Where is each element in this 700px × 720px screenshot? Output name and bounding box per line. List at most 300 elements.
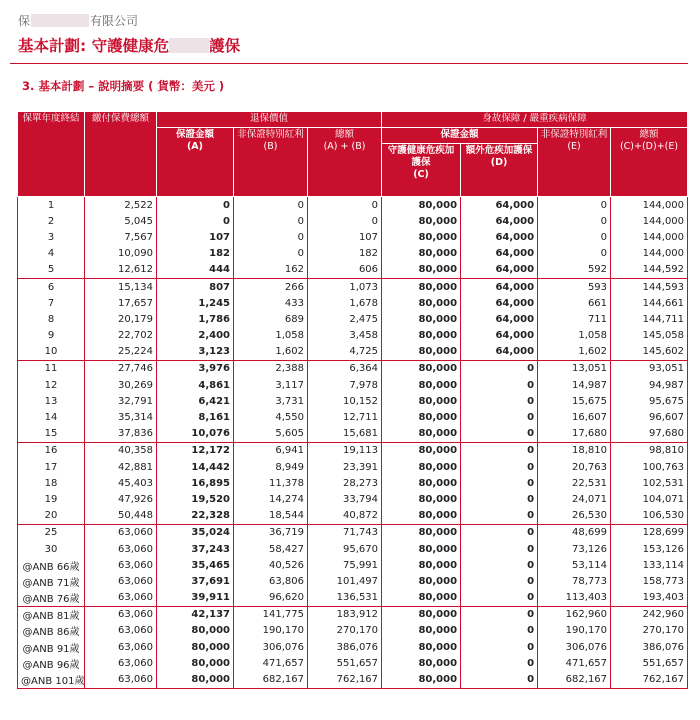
table-row xyxy=(18,246,688,262)
cell-db-total: 95,675 xyxy=(611,393,688,409)
cell-year: 30 xyxy=(18,541,85,557)
cell-sv-bonus: 6,941 xyxy=(234,442,308,459)
cell-year: 2 xyxy=(18,213,85,229)
cell-db-ci: 80,000 xyxy=(382,344,461,361)
cell-year: 16 xyxy=(18,442,85,459)
table-row xyxy=(18,475,688,491)
cell-db-total: 102,531 xyxy=(611,475,688,491)
cell-year: 19 xyxy=(18,491,85,507)
cell-db-bonus: 162,960 xyxy=(538,606,611,623)
cell-premium: 10,090 xyxy=(85,246,157,262)
cell-year: 9 xyxy=(18,328,85,344)
table-row xyxy=(18,573,688,589)
cell-sv-total: 95,670 xyxy=(308,541,382,557)
cell-sv-bonus: 96,620 xyxy=(234,590,308,607)
cell-db-acc: 0 xyxy=(461,541,538,557)
cell-premium: 35,314 xyxy=(85,409,157,425)
cell-db-acc: 0 xyxy=(461,606,538,623)
cell-sv-total: 71,743 xyxy=(308,524,382,541)
cell-premium: 37,836 xyxy=(85,426,157,443)
cell-db-total: 144,000 xyxy=(611,229,688,245)
cell-db-acc: 64,000 xyxy=(461,328,538,344)
cell-db-ci: 80,000 xyxy=(382,606,461,623)
cell-db-ci: 80,000 xyxy=(382,278,461,295)
cell-premium: 17,657 xyxy=(85,295,157,311)
cell-sv-bonus: 3,117 xyxy=(234,377,308,393)
cell-db-ci: 80,000 xyxy=(382,459,461,475)
header-db-ci xyxy=(382,144,461,197)
cell-sv-guaranteed: 8,161 xyxy=(157,409,234,425)
cell-premium: 63,060 xyxy=(85,524,157,541)
header-db-total xyxy=(611,128,688,197)
cell-db-total: 153,126 xyxy=(611,541,688,557)
cell-sv-guaranteed: 182 xyxy=(157,246,234,262)
cell-db-ci: 80,000 xyxy=(382,508,461,525)
header-db-acc-code: (D) xyxy=(490,157,508,168)
header-sv-bonus-label: 非保證特別紅利 xyxy=(237,129,304,140)
cell-db-acc: 0 xyxy=(461,671,538,688)
cell-sv-total: 386,076 xyxy=(308,639,382,655)
table-row xyxy=(18,328,688,344)
cell-sv-guaranteed: 42,137 xyxy=(157,606,234,623)
table-row xyxy=(18,377,688,393)
header-sv-bonus xyxy=(234,128,308,197)
cell-db-bonus: 48,699 xyxy=(538,524,611,541)
cell-year: 8 xyxy=(18,311,85,327)
cell-sv-bonus: 63,806 xyxy=(234,573,308,589)
cell-year: @ANB 81歲 xyxy=(18,606,85,623)
cell-year: @ANB 86歲 xyxy=(18,623,85,639)
cell-db-ci: 80,000 xyxy=(382,442,461,459)
cell-sv-total: 23,391 xyxy=(308,459,382,475)
cell-db-acc: 0 xyxy=(461,426,538,443)
cell-sv-bonus: 2,388 xyxy=(234,360,308,377)
cell-db-ci: 80,000 xyxy=(382,590,461,607)
table-row xyxy=(18,590,688,607)
header-db-acc xyxy=(461,144,538,197)
cell-db-total: 144,592 xyxy=(611,262,688,279)
cell-db-bonus: 26,530 xyxy=(538,508,611,525)
cell-year: 17 xyxy=(18,459,85,475)
title-suffix: 護保 xyxy=(209,37,241,55)
cell-sv-total: 0 xyxy=(308,197,382,214)
header-db-acc-label: 額外危疾加護保 xyxy=(465,145,533,156)
company-name xyxy=(18,12,138,29)
cell-sv-total: 551,657 xyxy=(308,655,382,671)
cell-sv-total: 19,113 xyxy=(308,442,382,459)
cell-db-total: 100,763 xyxy=(611,459,688,475)
cell-sv-bonus: 36,719 xyxy=(234,524,308,541)
cell-sv-bonus: 0 xyxy=(234,246,308,262)
cell-db-total: 144,000 xyxy=(611,213,688,229)
cell-db-bonus: 190,170 xyxy=(538,623,611,639)
header-sv-total-label: 總額 xyxy=(335,129,355,140)
section-title: 3. 基本計劃 – 說明摘要 ( 貨幣：美元 ) xyxy=(22,79,225,93)
cell-db-bonus: 16,607 xyxy=(538,409,611,425)
cell-db-bonus: 14,987 xyxy=(538,377,611,393)
cell-year: 18 xyxy=(18,475,85,491)
cell-year: 20 xyxy=(18,508,85,525)
cell-sv-bonus: 433 xyxy=(234,295,308,311)
table-row xyxy=(18,295,688,311)
cell-db-bonus: 24,071 xyxy=(538,491,611,507)
cell-db-acc: 0 xyxy=(461,491,538,507)
cell-db-ci: 80,000 xyxy=(382,328,461,344)
cell-db-total: 144,000 xyxy=(611,246,688,262)
cell-year: 12 xyxy=(18,377,85,393)
cell-db-bonus: 1,602 xyxy=(538,344,611,361)
cell-sv-total: 606 xyxy=(308,262,382,279)
cell-db-total: 386,076 xyxy=(611,639,688,655)
cell-year: 25 xyxy=(18,524,85,541)
cell-sv-guaranteed: 6,421 xyxy=(157,393,234,409)
cell-premium: 45,403 xyxy=(85,475,157,491)
table-row xyxy=(18,213,688,229)
cell-db-acc: 0 xyxy=(461,655,538,671)
cell-sv-guaranteed: 3,976 xyxy=(157,360,234,377)
cell-year: 10 xyxy=(18,344,85,361)
cell-db-ci: 80,000 xyxy=(382,573,461,589)
cell-db-ci: 80,000 xyxy=(382,377,461,393)
cell-sv-total: 3,458 xyxy=(308,328,382,344)
cell-db-ci: 80,000 xyxy=(382,229,461,245)
header-db-ci-code: (C) xyxy=(413,169,429,180)
cell-db-bonus: 0 xyxy=(538,229,611,245)
table-row xyxy=(18,524,688,541)
table-row xyxy=(18,541,688,557)
cell-sv-guaranteed: 39,911 xyxy=(157,590,234,607)
cell-sv-total: 40,872 xyxy=(308,508,382,525)
cell-sv-guaranteed: 35,465 xyxy=(157,557,234,573)
cell-premium: 50,448 xyxy=(85,508,157,525)
header-sv-guaranteed xyxy=(157,128,234,197)
header-sv-total-code: (A) + (B) xyxy=(323,141,366,152)
header-sv-guaranteed-code: (A) xyxy=(186,141,204,152)
header-sv-bonus-code: (B) xyxy=(263,141,278,152)
cell-db-bonus: 20,763 xyxy=(538,459,611,475)
cell-db-acc: 0 xyxy=(461,409,538,425)
cell-db-ci: 80,000 xyxy=(382,541,461,557)
cell-sv-total: 33,794 xyxy=(308,491,382,507)
cell-db-ci: 80,000 xyxy=(382,393,461,409)
cell-premium: 20,179 xyxy=(85,311,157,327)
cell-premium: 63,060 xyxy=(85,671,157,688)
cell-premium: 63,060 xyxy=(85,541,157,557)
cell-db-acc: 0 xyxy=(461,639,538,655)
cell-db-acc: 0 xyxy=(461,393,538,409)
cell-sv-guaranteed: 4,861 xyxy=(157,377,234,393)
header-surrender-value: 退保價值 xyxy=(157,112,382,128)
cell-premium: 63,060 xyxy=(85,639,157,655)
header-db-guaranteed: 保證金額 xyxy=(382,128,538,144)
cell-sv-guaranteed: 80,000 xyxy=(157,639,234,655)
cell-sv-bonus: 8,949 xyxy=(234,459,308,475)
cell-year: 11 xyxy=(18,360,85,377)
cell-db-total: 762,167 xyxy=(611,671,688,688)
cell-premium: 47,926 xyxy=(85,491,157,507)
table-header xyxy=(18,112,688,197)
cell-db-total: 104,071 xyxy=(611,491,688,507)
table-row xyxy=(18,393,688,409)
cell-premium: 63,060 xyxy=(85,557,157,573)
cell-sv-guaranteed: 807 xyxy=(157,278,234,295)
cell-sv-guaranteed: 0 xyxy=(157,197,234,214)
cell-year: @ANB 76歲 xyxy=(18,590,85,607)
cell-premium: 5,045 xyxy=(85,213,157,229)
cell-db-acc: 64,000 xyxy=(461,213,538,229)
table-body xyxy=(18,197,688,689)
cell-premium: 42,881 xyxy=(85,459,157,475)
cell-db-total: 144,711 xyxy=(611,311,688,327)
cell-sv-total: 183,912 xyxy=(308,606,382,623)
cell-sv-bonus: 689 xyxy=(234,311,308,327)
table-row xyxy=(18,262,688,279)
header-divider xyxy=(10,63,688,64)
cell-premium: 40,358 xyxy=(85,442,157,459)
cell-year: @ANB 71歲 xyxy=(18,573,85,589)
cell-sv-total: 4,725 xyxy=(308,344,382,361)
cell-sv-guaranteed: 12,172 xyxy=(157,442,234,459)
cell-sv-bonus: 3,731 xyxy=(234,393,308,409)
cell-sv-total: 182 xyxy=(308,246,382,262)
cell-db-bonus: 682,167 xyxy=(538,671,611,688)
table-row xyxy=(18,442,688,459)
cell-db-acc: 64,000 xyxy=(461,295,538,311)
cell-premium: 32,791 xyxy=(85,393,157,409)
cell-db-bonus: 18,810 xyxy=(538,442,611,459)
company-suffix: 有限公司 xyxy=(90,14,139,28)
cell-sv-bonus: 471,657 xyxy=(234,655,308,671)
table-row xyxy=(18,197,688,214)
cell-sv-total: 1,678 xyxy=(308,295,382,311)
cell-sv-guaranteed: 10,076 xyxy=(157,426,234,443)
cell-premium: 12,612 xyxy=(85,262,157,279)
cell-sv-bonus: 1,602 xyxy=(234,344,308,361)
header-db-ci-label: 守護健康危疾加護保 xyxy=(387,145,455,168)
cell-sv-total: 10,152 xyxy=(308,393,382,409)
illustration-table xyxy=(17,111,688,689)
cell-sv-bonus: 4,550 xyxy=(234,409,308,425)
cell-db-total: 128,699 xyxy=(611,524,688,541)
cell-db-ci: 80,000 xyxy=(382,557,461,573)
cell-db-bonus: 593 xyxy=(538,278,611,295)
cell-db-bonus: 13,051 xyxy=(538,360,611,377)
cell-db-ci: 80,000 xyxy=(382,311,461,327)
table-row xyxy=(18,344,688,361)
cell-db-total: 93,051 xyxy=(611,360,688,377)
table-row xyxy=(18,491,688,507)
cell-db-total: 133,114 xyxy=(611,557,688,573)
cell-sv-total: 0 xyxy=(308,213,382,229)
cell-sv-bonus: 5,605 xyxy=(234,426,308,443)
cell-db-total: 158,773 xyxy=(611,573,688,589)
cell-premium: 63,060 xyxy=(85,606,157,623)
cell-db-bonus: 78,773 xyxy=(538,573,611,589)
cell-year: 3 xyxy=(18,229,85,245)
cell-sv-guaranteed: 22,328 xyxy=(157,508,234,525)
table-row xyxy=(18,278,688,295)
cell-db-acc: 0 xyxy=(461,573,538,589)
cell-db-bonus: 471,657 xyxy=(538,655,611,671)
cell-db-bonus: 711 xyxy=(538,311,611,327)
cell-sv-total: 2,475 xyxy=(308,311,382,327)
cell-sv-total: 136,531 xyxy=(308,590,382,607)
cell-sv-guaranteed: 444 xyxy=(157,262,234,279)
cell-sv-bonus: 18,544 xyxy=(234,508,308,525)
cell-sv-bonus: 306,076 xyxy=(234,639,308,655)
cell-sv-bonus: 0 xyxy=(234,213,308,229)
table-row xyxy=(18,229,688,245)
header-db-total-code: (C)+(D)+(E) xyxy=(619,141,679,152)
cell-year: 7 xyxy=(18,295,85,311)
table-row xyxy=(18,360,688,377)
cell-sv-bonus: 40,526 xyxy=(234,557,308,573)
cell-db-ci: 80,000 xyxy=(382,409,461,425)
header-death-benefit: 身故保障 / 嚴重疾病保障 xyxy=(382,112,688,128)
cell-sv-bonus: 190,170 xyxy=(234,623,308,639)
cell-year: 6 xyxy=(18,278,85,295)
cell-db-ci: 80,000 xyxy=(382,246,461,262)
cell-db-total: 144,000 xyxy=(611,197,688,214)
cell-sv-bonus: 162 xyxy=(234,262,308,279)
cell-sv-guaranteed: 80,000 xyxy=(157,671,234,688)
cell-sv-bonus: 0 xyxy=(234,197,308,214)
cell-db-total: 94,987 xyxy=(611,377,688,393)
cell-premium: 63,060 xyxy=(85,655,157,671)
cell-sv-guaranteed: 2,400 xyxy=(157,328,234,344)
cell-year: @ANB 66歲 xyxy=(18,557,85,573)
cell-sv-bonus: 14,274 xyxy=(234,491,308,507)
page-title xyxy=(18,34,240,56)
cell-sv-total: 270,170 xyxy=(308,623,382,639)
table-row xyxy=(18,655,688,671)
table-row xyxy=(18,557,688,573)
cell-db-ci: 80,000 xyxy=(382,360,461,377)
cell-year: @ANB 96歲 xyxy=(18,655,85,671)
cell-year: 1 xyxy=(18,197,85,214)
cell-db-acc: 0 xyxy=(461,623,538,639)
table-row xyxy=(18,409,688,425)
cell-premium: 27,746 xyxy=(85,360,157,377)
cell-db-ci: 80,000 xyxy=(382,197,461,214)
cell-sv-bonus: 11,378 xyxy=(234,475,308,491)
cell-db-bonus: 661 xyxy=(538,295,611,311)
cell-db-ci: 80,000 xyxy=(382,295,461,311)
cell-sv-guaranteed: 0 xyxy=(157,213,234,229)
table-row xyxy=(18,671,688,688)
cell-sv-guaranteed: 1,245 xyxy=(157,295,234,311)
cell-sv-guaranteed: 1,786 xyxy=(157,311,234,327)
cell-db-acc: 64,000 xyxy=(461,246,538,262)
cell-sv-bonus: 58,427 xyxy=(234,541,308,557)
title-prefix: 基本計劃: 守護健康危 xyxy=(18,37,170,55)
cell-db-ci: 80,000 xyxy=(382,623,461,639)
cell-db-bonus: 592 xyxy=(538,262,611,279)
cell-premium: 30,269 xyxy=(85,377,157,393)
cell-sv-bonus: 1,058 xyxy=(234,328,308,344)
cell-db-bonus: 22,531 xyxy=(538,475,611,491)
cell-db-ci: 80,000 xyxy=(382,655,461,671)
cell-sv-bonus: 682,167 xyxy=(234,671,308,688)
cell-db-acc: 0 xyxy=(461,524,538,541)
cell-db-ci: 80,000 xyxy=(382,524,461,541)
cell-year: 15 xyxy=(18,426,85,443)
header-year: 保單年度終結 xyxy=(18,112,85,197)
cell-db-acc: 0 xyxy=(461,508,538,525)
header-db-total-label: 總額 xyxy=(639,129,659,140)
cell-db-acc: 0 xyxy=(461,442,538,459)
table-row xyxy=(18,311,688,327)
cell-sv-guaranteed: 37,691 xyxy=(157,573,234,589)
cell-sv-bonus: 266 xyxy=(234,278,308,295)
cell-db-ci: 80,000 xyxy=(382,262,461,279)
redaction-mask xyxy=(31,14,89,27)
cell-db-bonus: 1,058 xyxy=(538,328,611,344)
cell-premium: 7,567 xyxy=(85,229,157,245)
cell-db-total: 98,810 xyxy=(611,442,688,459)
cell-sv-guaranteed: 3,123 xyxy=(157,344,234,361)
cell-premium: 22,702 xyxy=(85,328,157,344)
cell-premium: 2,522 xyxy=(85,197,157,214)
table-row xyxy=(18,623,688,639)
cell-sv-total: 762,167 xyxy=(308,671,382,688)
cell-db-ci: 80,000 xyxy=(382,491,461,507)
cell-db-ci: 80,000 xyxy=(382,213,461,229)
cell-db-ci: 80,000 xyxy=(382,475,461,491)
cell-sv-guaranteed: 35,024 xyxy=(157,524,234,541)
header-db-bonus-label: 非保證特別紅利 xyxy=(540,129,608,140)
redaction-mask xyxy=(169,38,209,53)
cell-sv-total: 28,273 xyxy=(308,475,382,491)
cell-db-acc: 64,000 xyxy=(461,229,538,245)
cell-sv-guaranteed: 80,000 xyxy=(157,655,234,671)
cell-sv-guaranteed: 16,895 xyxy=(157,475,234,491)
cell-sv-guaranteed: 19,520 xyxy=(157,491,234,507)
cell-year: 5 xyxy=(18,262,85,279)
cell-db-acc: 0 xyxy=(461,360,538,377)
cell-db-bonus: 0 xyxy=(538,197,611,214)
cell-year: @ANB 101歲 xyxy=(18,671,85,688)
cell-sv-bonus: 141,775 xyxy=(234,606,308,623)
header-premium: 繳付保費總額 xyxy=(85,112,157,197)
cell-sv-guaranteed: 37,243 xyxy=(157,541,234,557)
cell-year: @ANB 91歲 xyxy=(18,639,85,655)
cell-db-acc: 64,000 xyxy=(461,197,538,214)
cell-sv-total: 107 xyxy=(308,229,382,245)
cell-premium: 15,134 xyxy=(85,278,157,295)
cell-db-bonus: 15,675 xyxy=(538,393,611,409)
cell-db-total: 145,602 xyxy=(611,344,688,361)
cell-db-bonus: 53,114 xyxy=(538,557,611,573)
cell-db-total: 106,530 xyxy=(611,508,688,525)
cell-db-acc: 64,000 xyxy=(461,311,538,327)
cell-db-total: 96,607 xyxy=(611,409,688,425)
cell-sv-bonus: 0 xyxy=(234,229,308,245)
cell-sv-guaranteed: 80,000 xyxy=(157,623,234,639)
cell-sv-total: 1,073 xyxy=(308,278,382,295)
cell-db-bonus: 17,680 xyxy=(538,426,611,443)
cell-year: 13 xyxy=(18,393,85,409)
cell-premium: 25,224 xyxy=(85,344,157,361)
cell-db-total: 97,680 xyxy=(611,426,688,443)
cell-db-bonus: 73,126 xyxy=(538,541,611,557)
table-row xyxy=(18,426,688,443)
table-row xyxy=(18,508,688,525)
header-sv-total xyxy=(308,128,382,197)
cell-db-bonus: 0 xyxy=(538,246,611,262)
cell-db-bonus: 0 xyxy=(538,213,611,229)
header-db-bonus xyxy=(538,128,611,197)
